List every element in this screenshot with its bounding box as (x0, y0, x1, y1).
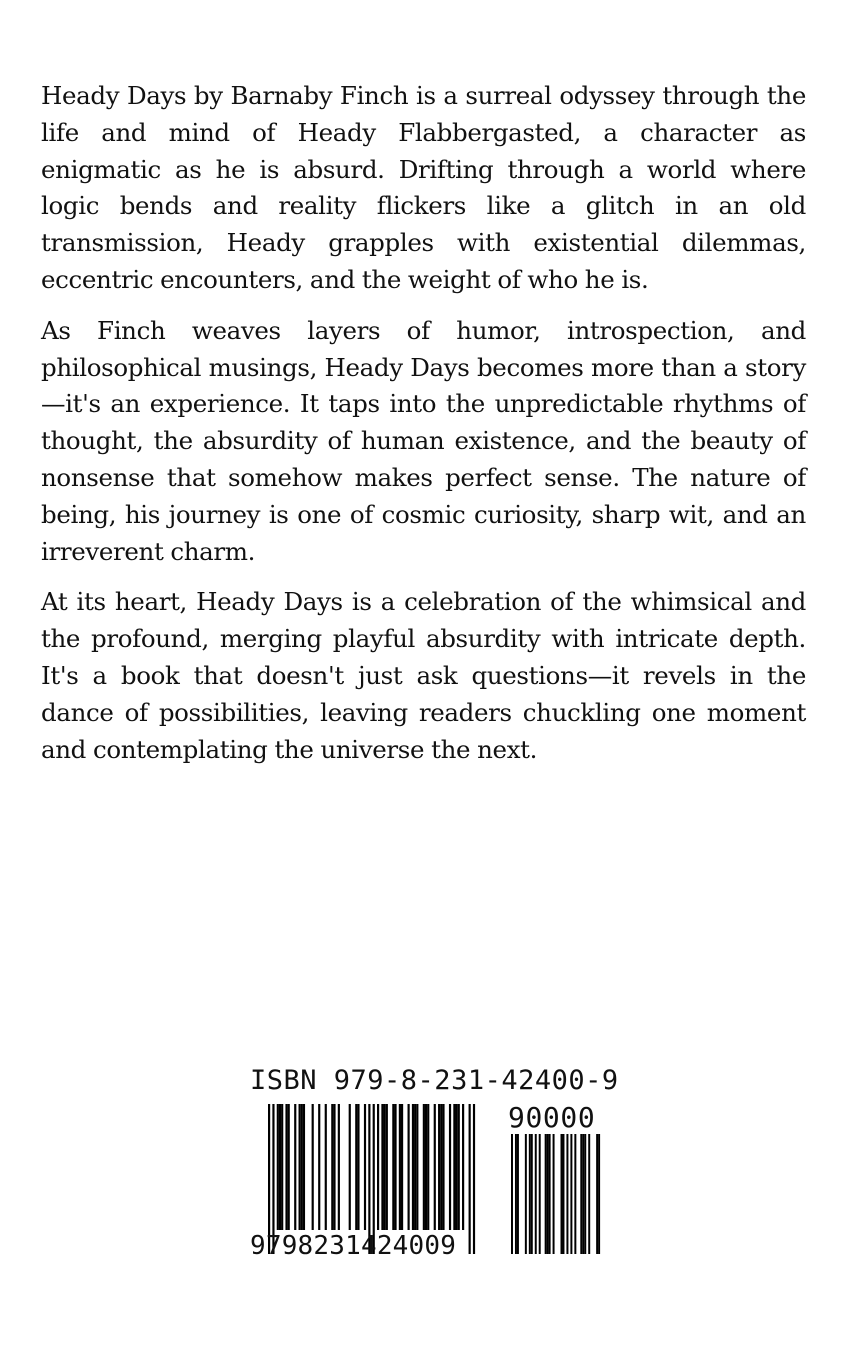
barcode-bar (423, 1104, 425, 1230)
barcode-bar (364, 1104, 366, 1230)
barcode-bar (377, 1104, 379, 1230)
barcode-bar (301, 1104, 303, 1230)
barcode-bar (349, 1104, 351, 1230)
barcode-bar (462, 1104, 464, 1230)
barcode-bar (566, 1134, 568, 1254)
barcode-bar (574, 1134, 576, 1254)
barcode-bar (582, 1134, 584, 1254)
barcode-bar (598, 1134, 600, 1254)
barcode-bar (285, 1104, 287, 1230)
barcode-bar (414, 1104, 416, 1230)
barcode-bar (531, 1134, 533, 1254)
barcode-bar (381, 1104, 383, 1230)
barcode-bar (549, 1134, 551, 1254)
barcode-bar (539, 1134, 541, 1254)
barcode-bar (357, 1104, 359, 1230)
barcode-bar (547, 1134, 549, 1254)
barcode-bar (386, 1104, 388, 1230)
isbn-barcode (250, 1064, 619, 1294)
barcode-bar (580, 1134, 582, 1254)
barcode-bar (399, 1104, 401, 1230)
barcode-bar (529, 1134, 531, 1254)
barcode-bar (588, 1134, 590, 1254)
barcode-main-digits: 9798231424009 (250, 1231, 457, 1261)
barcode-bar (408, 1104, 410, 1230)
barcode-bar (277, 1104, 279, 1230)
barcode-bar (338, 1104, 340, 1230)
barcode-bar (458, 1104, 460, 1230)
barcode-bar (535, 1134, 537, 1254)
barcode-bar (288, 1104, 290, 1230)
barcode-bar (331, 1104, 333, 1230)
barcode-bar (318, 1104, 320, 1230)
blurb-paragraph-1: Heady Days by Barnaby Finch is a surreal odyssey through the life and mind of Heady Flabbergasted, a character as enigmatic as he is absurd. Drifting through a world where logic bends and reality flickers like a glitch in an old transmission, Heady grapples with existential dilemmas, eccentric encounters, and the weight of who he is. (41, 81, 806, 294)
barcode-addon-digits: 90000 (508, 1101, 596, 1134)
barcode-bar (325, 1104, 327, 1230)
barcode-bar (279, 1104, 281, 1230)
back-cover-blurb (41, 78, 806, 782)
barcode-bar (392, 1104, 394, 1230)
barcode-bar (299, 1104, 301, 1230)
barcode-bar (355, 1104, 357, 1230)
barcode-bar (553, 1134, 555, 1254)
blurb-paragraph-3: At its heart, Heady Days is a celebration of the whimsical and the profound, merging playful absurdity with intricate depth. It's a book that doesn't just ask questions—it revels in the dance of possibilities, leaving readers chuckling one moment and contemplating the universe the next. (41, 587, 806, 764)
barcode-bar (303, 1104, 305, 1230)
barcode-bar (312, 1104, 314, 1230)
barcode-bar (401, 1104, 403, 1230)
blurb-paragraph-2: As Finch weaves layers of humor, introspection, and philosophical musings, Heady Days becomes more than a story—it's an experience. It taps into the unpredictable rhythms of thought, the absurdity of human existence, and the beauty of nonsense that somehow makes perfect sense. The nature of being, his journey is one of cosmic curiosity, sharp wit, and an irreverent charm. (41, 315, 806, 566)
barcode-bar (440, 1104, 442, 1230)
barcode-bar (412, 1104, 414, 1230)
barcode-bar (515, 1134, 517, 1254)
barcode-bar (511, 1134, 513, 1254)
barcode-bar (384, 1104, 386, 1230)
barcode-bar (416, 1104, 418, 1230)
barcode-bar (562, 1134, 564, 1254)
barcode-bar (517, 1134, 519, 1254)
barcode-bar (525, 1134, 527, 1254)
barcode-bar (570, 1134, 572, 1254)
barcode-bar (449, 1104, 451, 1230)
barcode-bar (425, 1104, 427, 1230)
barcode-bar (584, 1134, 586, 1254)
barcode-bar (394, 1104, 396, 1230)
barcode-bar (561, 1134, 563, 1254)
barcode-bar (442, 1104, 444, 1230)
barcode-bar (453, 1104, 455, 1230)
barcode-bar (438, 1104, 440, 1230)
barcode-bar (281, 1104, 283, 1230)
barcode-bar (545, 1134, 547, 1254)
isbn-label: ISBN 979-8-231-42400-9 (250, 1065, 619, 1096)
barcode-bar (294, 1104, 296, 1230)
barcode-bar (434, 1104, 436, 1230)
barcode-bar (455, 1104, 457, 1230)
barcode-bar (333, 1104, 335, 1230)
barcode-bar (427, 1104, 429, 1230)
barcode-bar (596, 1134, 598, 1254)
